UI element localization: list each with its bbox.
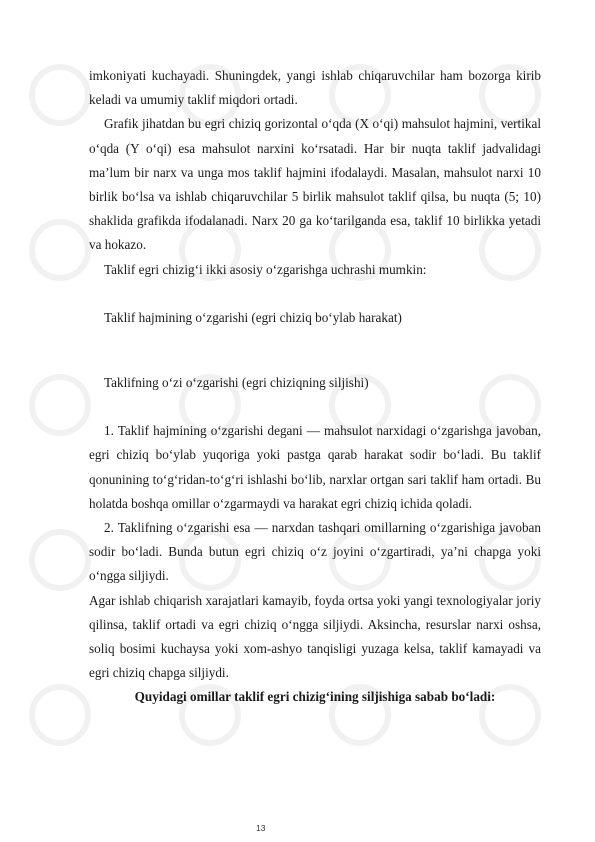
spacer xyxy=(89,330,541,371)
spacer xyxy=(89,282,541,306)
paragraph-3: Taklif egri chizig‘i ikki asosiy o‘zgarishga uchrashi mumkin: xyxy=(104,261,427,277)
paragraph-1: imkoniyati kuchayadi. Shuningdek, yangi ishlab chiqaruvchilar ham bozorga kirib keladi va umumiy taklif miqdori ortadi. xyxy=(89,68,541,108)
paragraph-7: 2. Taklifning o‘zgarishi esa — narxdan tashqari omillarning o‘zgarishiga javoban sodir bo‘ladi. Bunda butun egri chiziq o‘z joyini o‘zgartiradi, ya’ni chapga yoki o‘ngga siljiydi. xyxy=(89,520,541,584)
paragraph-4: Taklif hajmining o‘zgarishi (egri chiziq bo‘ylab harakat) xyxy=(104,309,402,325)
paragraph-5: Taklifning o‘zi o‘zgarishi (egri chiziqning siljishi) xyxy=(104,375,369,391)
paragraph-6: 1. Taklif hajmining o‘zgarishi degani — mahsulot narxidagi o‘zgarishga javoban, egri chiziq bo‘ylab yuqoriga yoki pastga qarab harakat sodir bo‘ladi. Bu taklif qonunining to‘g‘ridan-to‘g‘ri ishlashi bo‘lib, narxlar ortgan sari taklif ham ortadi. Bu holatda boshqa omillar o‘zgarmaydi va harakat egri chiziq ichida qoladi. xyxy=(89,423,541,511)
page-number: 13 xyxy=(256,823,266,833)
paragraph-8: Agar ishlab chiqarish xarajatlari kamayib, foyda ortsa yoki yangi texnologiyalar joriy qilinsa, taklif ortadi va egri chiziq o‘ngga siljiydi. Aksincha, resurslar narxi oshsa, soliq bosimi kuchaysa yoki xom-ashyo tanqisligi yuzaga kelsa, taklif kamayadi va egri chiziq chapga siljiydi. xyxy=(89,592,541,681)
spacer xyxy=(89,395,541,419)
section-heading: Quyidagi omillar taklif egri chizig‘ining siljishiga sabab bo‘ladi: xyxy=(134,689,496,705)
document-body xyxy=(89,64,541,710)
paragraph-2: Grafik jihatdan bu egri chiziq gorizontal o‘qda (X o‘qi) mahsulot hajmini, vertikal o‘qda (Y o‘qi) esa mahsulot narxini ko‘rsatadi. Har bir nuqta taklif jadvalidagi ma’lum bir narx va unga mos taklif hajmini ifodalaydi. Masalan, mahsulot narxi 10 birlik bo‘lsa va ishlab chiqaruvchilar 5 birlik mahsulot taklif qilsa, bu nuqta (5; 10) shaklida grafikda ifodalanadi. Narx 20 ga ko‘tarilganda esa, taklif 10 birlikka yetadi va hokazo. xyxy=(89,116,541,253)
